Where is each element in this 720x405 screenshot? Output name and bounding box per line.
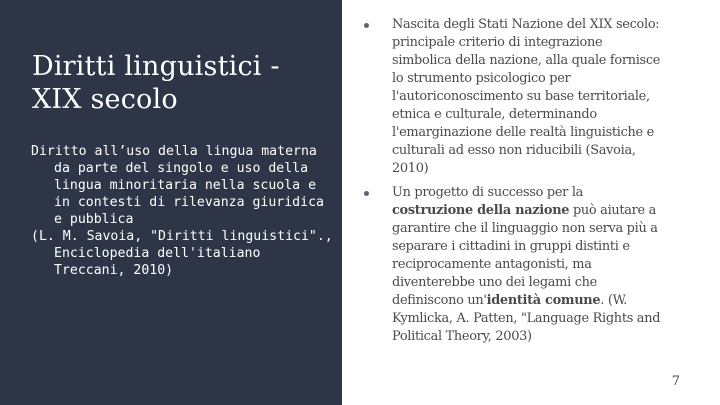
bullet-text-part: . (W. Kymlicka, A. Patten, "Language Rights and Political Theory, 2003) bbox=[392, 293, 661, 344]
page-number: 7 bbox=[671, 374, 680, 389]
title-panel bbox=[0, 0, 342, 405]
bullet-dot-icon bbox=[364, 23, 369, 28]
bullet-item-nation-building bbox=[362, 184, 662, 346]
bullet-list bbox=[362, 16, 662, 346]
bullet-dot-icon bbox=[364, 191, 369, 196]
definition-text: Diritto all’uso della lingua materna da parte del singolo e uso della lingua minoritaria nella scuola e in contesti di rilevanza giuridica e pubblica bbox=[31, 144, 324, 227]
bold-phrase: identità comune bbox=[486, 293, 601, 308]
bullet-text: Nascita degli Stati Nazione del XIX secolo: principale criterio di integrazione simbolica della nazione, alla quale fornisce lo strumento psicologico per l'autoriconoscimento su base territoriale, etnica e culturale, determinando l'emarginazione delle realtà linguistiche e culturali ad esso non riducibili (Savoia, 2010) bbox=[392, 17, 661, 176]
bullet-text-part: Un progetto di successo per la bbox=[392, 185, 584, 200]
bullet-item-nation-states bbox=[362, 16, 662, 178]
slide-title: Diritti linguistici - XIX secolo bbox=[32, 51, 280, 115]
bold-phrase: costruzione della nazione bbox=[392, 203, 570, 218]
citation-text: (L. M. Savoia, "Diritti linguistici"., Enciclopedia dell'italiano Treccani, 2010) bbox=[31, 229, 333, 278]
bullet-text-part: può aiutare a garantire che il linguaggio non serva più a separare i cittadini in gruppi distinti e reciprocamente antagonisti, ma diventerebbe uno dei legami che definiscono un' bbox=[392, 203, 658, 308]
